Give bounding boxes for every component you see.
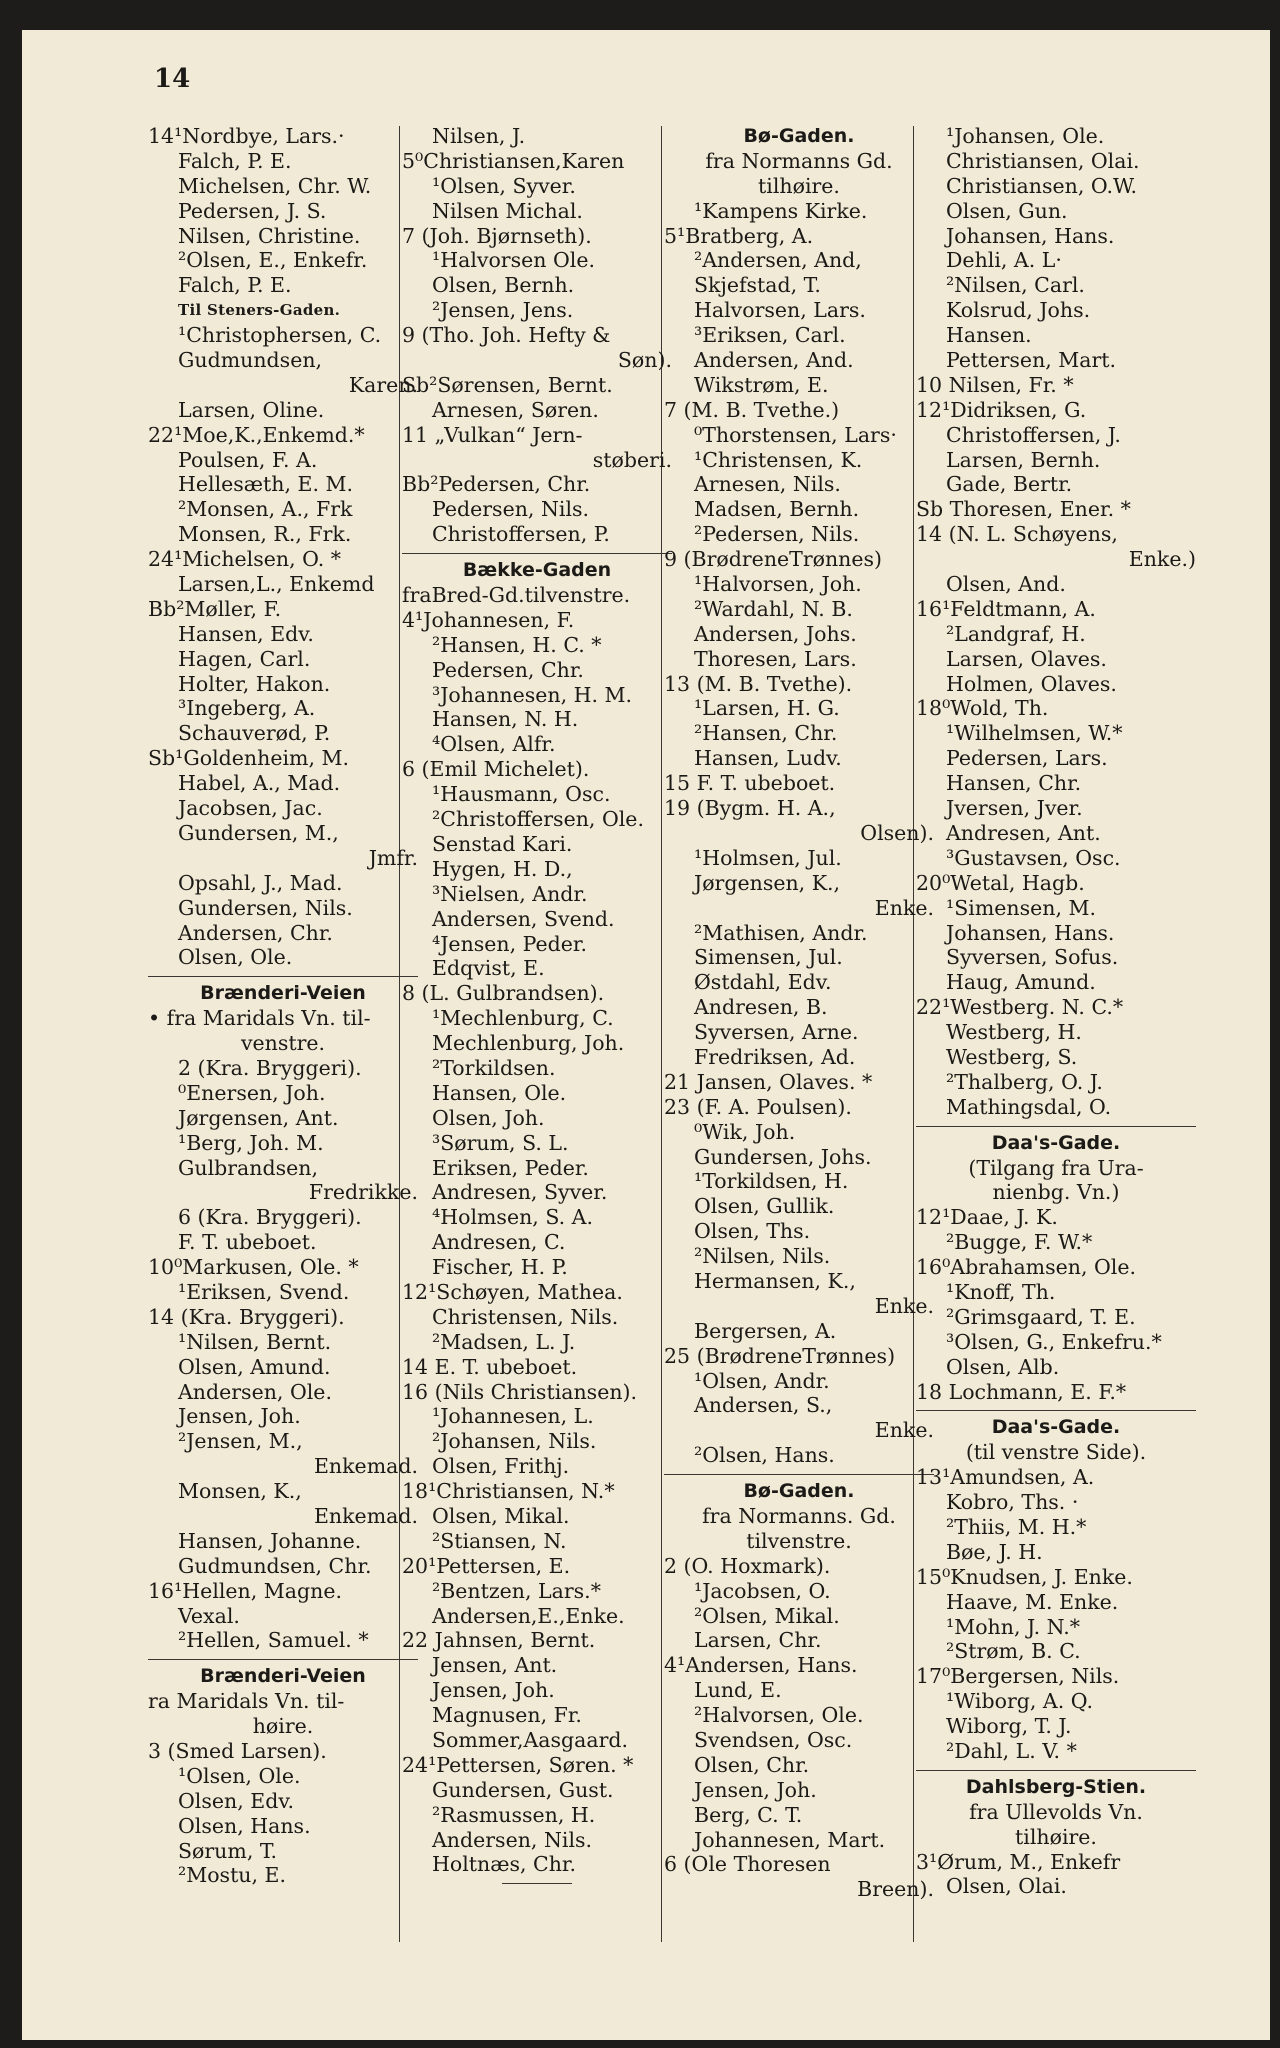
directory-entry: Breen).	[857, 1877, 934, 1902]
directory-entry: støberi.	[592, 447, 672, 472]
directory-entry: Mathingsdal, O.	[946, 1094, 1112, 1119]
directory-entry: ²Madsen, L. J.	[432, 1329, 576, 1354]
directory-entry: 17⁰Bergersen, Nils.	[916, 1664, 1120, 1689]
directory-entry: Westberg, S.	[946, 1044, 1078, 1069]
directory-page	[22, 30, 1270, 2040]
directory-entry: Pedersen, J. S.	[178, 198, 327, 223]
directory-entry: Nilsen Michal.	[432, 198, 583, 223]
directory-entry: Pettersen, Mart.	[946, 348, 1117, 373]
street-heading: Bø-Gaden.	[743, 1480, 855, 1503]
directory-entry: ³Johannesen, H. M.	[432, 682, 633, 707]
directory-entry: Lund, E.	[694, 1678, 782, 1703]
directory-entry: 3¹Ørum, M., Enkefr	[916, 1849, 1121, 1874]
directory-entry: Enke.	[874, 1418, 934, 1443]
directory-entry: ²Jensen, Jens.	[432, 298, 574, 323]
directory-entry: ¹Halvorsen Ole.	[432, 248, 595, 273]
directory-entry: 18¹Christiansen, N.*	[402, 1479, 615, 1504]
directory-entry: Larsen, Bernh.	[946, 447, 1101, 472]
directory-entry: Olsen, Joh.	[432, 1105, 545, 1130]
directory-entry: ²Hellen, Samuel. *	[178, 1628, 369, 1653]
directory-entry: Gundersen, Johs.	[694, 1144, 872, 1169]
directory-entry: Arnesen, Nils.	[694, 472, 841, 497]
directory-entry: Olsen, Gullik.	[694, 1194, 835, 1219]
directory-entry: 18 Lochmann, E. F.*	[916, 1379, 1127, 1404]
directory-entry: 19 (Bygm. H. A.,	[664, 796, 836, 821]
directory-entry: Holter, Hakon.	[178, 671, 331, 696]
directory-entry: Hansen, N. H.	[432, 707, 579, 732]
directory-entry: 24¹Michelsen, O. *	[148, 547, 341, 572]
directory-entry: Gudmundsen, Chr.	[178, 1553, 372, 1578]
directory-entry: ra Maridals Vn. til-	[148, 1689, 345, 1714]
street-heading: Bække-Gaden	[462, 559, 612, 582]
directory-entry: ²Nilsen, Carl.	[946, 273, 1085, 298]
directory-entry: Andersen, Johs.	[694, 621, 857, 646]
directory-entry: tilhøire.	[1015, 1824, 1097, 1849]
street-heading: Bø-Gaden.	[743, 125, 855, 147]
directory-entry: 12¹Didriksen, G.	[916, 397, 1087, 422]
directory-entry: 14 (N. L. Schøyens,	[916, 522, 1118, 547]
directory-entry: Andresen, C.	[432, 1230, 566, 1255]
directory-entry: ³Eriksen, Carl.	[694, 323, 846, 348]
directory-entry: Johansen, Hans.	[946, 223, 1115, 248]
column-2	[402, 124, 672, 1890]
directory-entry: Hellesæth, E. M.	[178, 472, 354, 497]
directory-entry: ²Stiansen, N.	[432, 1528, 567, 1553]
directory-entry: 9 (BrødreneTrønnes)	[664, 547, 883, 572]
directory-entry: ⁴Olsen, Alfr.	[432, 732, 556, 757]
directory-entry: Syversen, Sofus.	[946, 945, 1119, 970]
directory-entry: Svendsen, Osc.	[694, 1728, 853, 1752]
directory-entry: fraBred-Gd.tilvenstre.	[402, 583, 631, 608]
directory-entry: Thoresen, Lars.	[694, 646, 857, 671]
directory-entry: 21 Jansen, Olaves. *	[664, 1069, 873, 1094]
directory-entry: Jensen, Ant.	[432, 1653, 558, 1678]
directory-entry: ³Sørum, S. L.	[432, 1130, 569, 1155]
directory-entry: F. T. ubeboet.	[178, 1230, 317, 1255]
directory-entry: Gundersen, Gust.	[432, 1777, 614, 1802]
directory-entry: ²Mathisen, Andr.	[694, 920, 868, 945]
directory-entry: Schauverød, P.	[178, 721, 331, 746]
directory-entry: 16¹Feldtmann, A.	[916, 596, 1096, 621]
directory-entry: Sørum, T.	[178, 1838, 278, 1863]
directory-entry: Søn).	[617, 348, 672, 373]
directory-entry: ²Olsen, Hans.	[694, 1443, 835, 1468]
directory-entry: Jacobsen, Jac.	[178, 796, 323, 821]
directory-entry: ²Wardahl, N. B.	[694, 596, 853, 621]
directory-entry: Andersen, Ole.	[178, 1379, 332, 1404]
directory-entry: ¹Knoff, Th.	[946, 1279, 1056, 1304]
directory-entry: 22¹Westberg. N. C.*	[916, 995, 1124, 1020]
directory-entry: 22 Jahnsen, Bernt.	[402, 1628, 596, 1653]
directory-entry: Olsen, Olai.	[946, 1874, 1067, 1899]
directory-entry: ²Torkildsen.	[432, 1055, 556, 1080]
directory-entry: 6 (Ole Thoresen	[664, 1852, 831, 1877]
directory-entry: 20⁰Wetal, Hagb.	[916, 870, 1085, 895]
directory-entry: Andersen,E.,Enke.	[432, 1603, 625, 1628]
directory-entry: ²Johansen, Nils.	[432, 1429, 597, 1454]
directory-entry: Jensen, Joh.	[694, 1777, 817, 1802]
directory-entry: ¹Olsen, Syver.	[432, 173, 576, 198]
directory-entry: Hansen, Edv.	[178, 621, 314, 646]
directory-entry: ¹Christophersen, C.	[178, 323, 382, 348]
directory-entry: 6 (Kra. Bryggeri).	[178, 1205, 362, 1230]
directory-entry: Enke.)	[1128, 547, 1196, 572]
directory-entry: 22¹Moe,K.,Enkemd.*	[148, 422, 365, 447]
directory-entry: ²Bugge, F. W.*	[946, 1230, 1093, 1255]
street-heading: Brænderi-Veien	[200, 1665, 366, 1688]
directory-entry: Gade, Bertr.	[946, 472, 1073, 497]
directory-entry: ¹Hausmann, Osc.	[432, 782, 611, 807]
directory-entry: Syversen, Arne.	[694, 1020, 859, 1045]
directory-entry: Jørgensen, K.,	[694, 870, 841, 895]
street-heading: Daa's-Gade.	[991, 1131, 1121, 1154]
directory-entry: Hansen, Ludv.	[694, 746, 842, 771]
directory-entry: ²Andersen, And,	[694, 248, 862, 273]
directory-entry: 12¹Daae, J. K.	[916, 1205, 1058, 1230]
directory-entry: Andersen, S.,	[694, 1393, 833, 1418]
directory-entry: ¹Jacobsen, O.	[694, 1578, 831, 1603]
directory-entry: Simensen, Jul.	[694, 945, 843, 970]
directory-entry: ¹Eriksen, Svend.	[178, 1279, 350, 1304]
directory-entry: Gundersen, Nils.	[178, 895, 353, 920]
directory-entry: 5⁰Christiansen,Karen	[402, 148, 625, 173]
directory-entry: Nilsen, Christine.	[178, 223, 361, 248]
directory-entry: Jensen, Joh.	[178, 1404, 301, 1429]
directory-entry: 16⁰Abrahamsen, Ole.	[916, 1255, 1137, 1280]
directory-entry: Jørgensen, Ant.	[178, 1105, 339, 1130]
directory-entry: Opsahl, J., Mad.	[178, 870, 343, 895]
directory-entry: Larsen, Oline.	[178, 397, 325, 422]
directory-entry: Andersen, Chr.	[178, 920, 333, 945]
directory-entry: tilvenstre.	[746, 1528, 852, 1553]
directory-entry: Larsen, Chr.	[694, 1628, 822, 1653]
directory-entry: Gulbrandsen,	[178, 1155, 318, 1180]
directory-entry: ²Pedersen, Nils.	[694, 522, 860, 547]
directory-entry: ²Thalberg, O. J.	[946, 1069, 1103, 1094]
directory-entry: 7 (M. B. Tvethe.)	[664, 397, 840, 422]
directory-entry: Karen.	[348, 372, 418, 397]
directory-entry: 7 (Joh. Bjørnseth).	[402, 223, 592, 248]
directory-entry: Holmen, Olaves.	[946, 671, 1117, 696]
directory-entry: Enkemad.	[313, 1454, 418, 1479]
directory-entry: Jversen, Jver.	[946, 796, 1083, 821]
directory-entry: Hansen.	[946, 323, 1032, 348]
directory-entry: Olsen, Mikal.	[432, 1503, 570, 1528]
directory-entry: ²Thiis, M. H.*	[946, 1514, 1087, 1539]
directory-entry: ¹Olsen, Andr.	[694, 1368, 830, 1393]
directory-entry: Hansen, Ole.	[432, 1080, 567, 1105]
directory-entry: Skjefstad, T.	[694, 273, 821, 298]
directory-entry: 25 (BrødreneTrønnes)	[664, 1343, 896, 1368]
directory-entry: 10 Nilsen, Fr. *	[916, 372, 1074, 397]
directory-entry: fra Ullevolds Vn.	[969, 1799, 1143, 1824]
directory-entry: Pedersen, Chr.	[432, 657, 584, 682]
directory-entry: ⁰Wik, Joh.	[694, 1119, 796, 1144]
directory-entry: Arnesen, Søren.	[432, 397, 599, 422]
directory-entry: 16 (Nils Christiansen).	[402, 1379, 638, 1404]
directory-entry: Dehli, A. L·	[946, 248, 1062, 273]
directory-entry: Hansen, Johanne.	[178, 1528, 362, 1553]
directory-entry: Michelsen, Chr. W.	[178, 173, 372, 198]
directory-entry: ²Olsen, Mikal.	[694, 1603, 840, 1628]
directory-entry: Christiansen, Olai.	[946, 148, 1140, 173]
directory-entry: Enke.	[874, 895, 934, 920]
directory-entry: fra Normanns. Gd.	[702, 1503, 896, 1528]
directory-entry: 14 (Kra. Bryggeri).	[148, 1304, 345, 1329]
street-heading: Brænderi-Veien	[200, 982, 366, 1005]
directory-entry: ³Olsen, G., Enkefru.*	[946, 1329, 1162, 1354]
directory-entry: Østdahl, Edv.	[694, 970, 832, 995]
directory-entry: ²Grimsgaard, T. E.	[946, 1304, 1136, 1329]
directory-entry: Christoffersen, J.	[946, 422, 1121, 447]
directory-entry: Poulsen, F. A.	[178, 447, 318, 472]
directory-entry: 11 „Vulkan“ Jern-	[402, 422, 583, 447]
directory-entry: ²Strøm, B. C.	[946, 1639, 1081, 1664]
directory-entry: Jensen, Joh.	[432, 1678, 555, 1703]
directory-entry: ⁴Holmsen, S. A.	[432, 1205, 593, 1230]
directory-entry: Bb²Møller, F.	[148, 596, 282, 621]
directory-entry: 15⁰Knudsen, J. Enke.	[916, 1564, 1133, 1589]
directory-entry: (Tilgang fra Ura-	[968, 1155, 1144, 1180]
directory-entry: ²Nilsen, Nils.	[694, 1244, 831, 1269]
directory-entry: Gundersen, M.,	[178, 820, 339, 845]
directory-entry: ¹Simensen, M.	[946, 895, 1096, 920]
directory-entry: (til venstre Side).	[965, 1440, 1147, 1465]
directory-entry: ²Landgraf, H.	[946, 621, 1086, 646]
directory-entry: Olsen, Alb.	[946, 1354, 1060, 1379]
end-rule	[502, 1883, 572, 1884]
directory-entry: Nilsen, J.	[432, 124, 526, 148]
directory-entry: Olsen, Amund.	[178, 1354, 331, 1379]
section-rule	[664, 1474, 934, 1475]
directory-entry: Vexal.	[178, 1603, 240, 1628]
directory-entry: 6 (Emil Michelet).	[402, 757, 590, 782]
directory-entry: 9 (Tho. Joh. Hefty &	[402, 323, 611, 348]
directory-entry: 4¹Andersen, Hans.	[664, 1653, 858, 1678]
directory-entry: 24¹Pettersen, Søren. *	[402, 1752, 634, 1777]
directory-entry: 15 F. T. ubeboet.	[664, 771, 836, 796]
directory-entry: Westberg, H.	[946, 1020, 1082, 1045]
directory-entry: 18⁰Wold, Th.	[916, 696, 1049, 721]
directory-entry: 14 E. T. ubeboet.	[402, 1354, 578, 1379]
directory-entry: Andersen, Nils.	[432, 1827, 593, 1852]
directory-entry: Haug, Amund.	[946, 970, 1096, 995]
directory-entry: Bergersen, A.	[694, 1318, 837, 1343]
directory-entry: Sb¹Goldenheim, M.	[148, 746, 349, 771]
directory-entry: Sommer,Aasgaard.	[432, 1728, 629, 1752]
directory-entry: • fra Maridals Vn. til-	[148, 1006, 371, 1031]
section-rule	[916, 1410, 1196, 1411]
directory-entry: 13 (M. B. Tvethe).	[664, 671, 853, 696]
directory-entry: ¹Kampens Kirke.	[694, 198, 868, 223]
directory-entry: ¹Wilhelmsen, W.*	[946, 721, 1123, 746]
directory-entry: ²Jensen, M.,	[178, 1429, 303, 1454]
directory-entry: Falch, P. E.	[178, 148, 292, 173]
directory-entry: Monsen, K.,	[178, 1479, 302, 1504]
directory-entry: Jmfr.	[368, 845, 418, 870]
directory-entry: ²Rasmussen, H.	[432, 1802, 596, 1827]
directory-entry: Andresen, Ant.	[946, 820, 1101, 845]
directory-entry: 13¹Amundsen, A.	[916, 1465, 1095, 1490]
column-4	[916, 124, 1196, 1899]
directory-entry: Olsen, Ths.	[694, 1219, 811, 1244]
directory-entry: 2 (Kra. Bryggeri).	[178, 1055, 362, 1080]
directory-entry: Olsen, Bernh.	[432, 273, 575, 298]
directory-entry: ¹Berg, Joh. M.	[178, 1130, 324, 1155]
directory-entry: ¹Torkildsen, H.	[694, 1169, 849, 1194]
directory-entry: Monsen, R., Frk.	[178, 522, 352, 547]
directory-entry: Wiborg, T. J.	[946, 1714, 1072, 1739]
directory-entry: ⁰Enersen, Joh.	[178, 1080, 326, 1105]
directory-entry: ¹Olsen, Ole.	[178, 1763, 301, 1788]
directory-entry: Madsen, Bernh.	[694, 497, 860, 522]
directory-entry: Christoffersen, P.	[432, 522, 610, 547]
directory-entry: Andresen, B.	[694, 995, 828, 1020]
directory-entry: Andersen, And.	[694, 348, 854, 373]
directory-entry: Fischer, H. P.	[432, 1255, 568, 1280]
directory-entry: Olsen, Gun.	[946, 198, 1068, 223]
directory-entry: Kobro, Ths. ·	[946, 1490, 1079, 1515]
directory-entry: fra Normanns Gd.	[705, 148, 893, 173]
directory-entry: ¹Mohn, J. N.*	[946, 1614, 1081, 1639]
directory-entry: Hygen, H. D.,	[432, 856, 573, 881]
directory-entry: høire.	[252, 1714, 314, 1739]
section-rule	[916, 1770, 1196, 1771]
directory-entry: Larsen,L., Enkemd	[178, 572, 375, 597]
directory-entry: Sb Thoresen, Ener. *	[916, 497, 1131, 522]
directory-entry: Enkemad.	[313, 1503, 418, 1528]
directory-entry: 5¹Bratberg, A.	[664, 223, 814, 248]
directory-entry: 23 (F. A. Poulsen).	[664, 1094, 852, 1119]
directory-entry: Johansen, Hans.	[946, 920, 1115, 945]
directory-entry: ²Christoffersen, Ole.	[432, 807, 644, 832]
directory-entry: Larsen, Olaves.	[946, 646, 1107, 671]
directory-entry: Olsen).	[860, 820, 934, 845]
directory-entry: ³Ingeberg, A.	[178, 696, 316, 721]
page-number: 14	[154, 64, 191, 94]
directory-entry: Hermansen, K.,	[694, 1268, 856, 1293]
directory-entry: Magnusen, Fr.	[432, 1703, 582, 1728]
directory-entry: ¹Larsen, H. G.	[694, 696, 840, 721]
directory-entry: Olsen, Edv.	[178, 1788, 295, 1813]
section-rule	[402, 553, 672, 554]
directory-entry: Berg, C. T.	[694, 1802, 803, 1827]
directory-entry: Christensen, Nils.	[432, 1304, 619, 1329]
directory-entry: 3 (Smed Larsen).	[148, 1739, 327, 1763]
directory-entry: Mechlenburg, Joh.	[432, 1031, 625, 1056]
directory-entry: Olsen, Ole.	[178, 945, 293, 970]
directory-entry: 16¹Hellen, Magne.	[148, 1578, 342, 1603]
section-rule	[916, 1126, 1196, 1127]
directory-entry: ¹Halvorsen, Joh.	[694, 572, 862, 597]
directory-entry: ¹Holmsen, Jul.	[694, 845, 842, 870]
directory-entry: Holtnæs, Chr.	[432, 1852, 576, 1877]
directory-entry: Christiansen, O.W.	[946, 173, 1137, 198]
directory-entry: 2 (O. Hoxmark).	[664, 1553, 831, 1578]
directory-entry: Halvorsen, Lars.	[694, 298, 866, 323]
section-rule	[148, 976, 418, 977]
directory-entry: ²Hansen, Chr.	[694, 721, 838, 746]
directory-entry: ¹Christensen, K.	[694, 447, 863, 472]
directory-entry: ²Bentzen, Lars.*	[432, 1578, 601, 1603]
directory-entry: Falch, P. E.	[178, 273, 292, 298]
directory-entry: Eriksen, Peder.	[432, 1155, 589, 1180]
directory-entry: ³Gustavsen, Osc.	[946, 845, 1121, 870]
directory-entry: Andresen, Syver.	[432, 1180, 608, 1205]
directory-entry: Pedersen, Lars.	[946, 746, 1108, 771]
directory-entry: Johannesen, Mart.	[694, 1827, 886, 1852]
directory-entry: Sb²Sørensen, Bernt.	[402, 372, 613, 397]
directory-entry: 4¹Johannesen, F.	[402, 607, 575, 632]
directory-entry: ²Halvorsen, Ole.	[694, 1703, 864, 1728]
column-1	[148, 124, 418, 1888]
directory-entry: ⁴Jensen, Peder.	[432, 931, 587, 956]
directory-entry: ¹Wiborg, A. Q.	[946, 1689, 1094, 1714]
directory-entry: 10⁰Markusen, Ole. *	[148, 1255, 359, 1280]
street-heading: Daa's-Gade.	[991, 1416, 1121, 1439]
directory-entry: ¹Johansen, Ole.	[946, 124, 1105, 148]
directory-entry: Fredriksen, Ad.	[694, 1044, 856, 1069]
directory-entry: ¹Nilsen, Bernt.	[178, 1329, 332, 1354]
directory-entry: ²Dahl, L. V. *	[946, 1739, 1077, 1763]
directory-entry: Hansen, Chr.	[946, 771, 1082, 796]
directory-entry: ³Nielsen, Andr.	[432, 881, 588, 906]
directory-entry: ⁰Thorstensen, Lars·	[694, 422, 897, 447]
directory-entry: tilhøire.	[758, 173, 840, 198]
directory-entry: Senstad Kari.	[432, 831, 573, 856]
directory-entry: ¹Mechlenburg, C.	[432, 1006, 614, 1031]
directory-entry: Gudmundsen,	[178, 348, 323, 373]
directory-entry: 14¹Nordbye, Lars.·	[148, 124, 345, 148]
directory-entry: Wikstrøm, E.	[694, 372, 829, 397]
directory-entry: Habel, A., Mad.	[178, 771, 341, 796]
directory-entry: Enke.	[874, 1293, 934, 1318]
directory-entry: 8 (L. Gulbrandsen).	[402, 981, 605, 1006]
directory-entry: Kolsrud, Johs.	[946, 298, 1091, 323]
directory-entry: Edqvist, E.	[432, 956, 545, 981]
directory-entry: Til Steners-Gaden.	[178, 301, 341, 320]
directory-entry: Hagen, Carl.	[178, 646, 311, 671]
directory-entry: 20¹Pettersen, E.	[402, 1553, 571, 1578]
section-rule	[148, 1659, 418, 1660]
directory-entry: Haave, M. Enke.	[946, 1589, 1119, 1614]
directory-entry: Olsen, Hans.	[178, 1813, 311, 1838]
directory-entry: 12¹Schøyen, Mathea.	[402, 1279, 623, 1304]
directory-entry: Olsen, And.	[946, 572, 1066, 597]
directory-entry: Olsen, Chr.	[694, 1752, 810, 1777]
column-3	[664, 124, 934, 1902]
directory-entry: Olsen, Frithj.	[432, 1454, 570, 1479]
directory-entry: Bøe, J. H.	[946, 1539, 1043, 1564]
street-heading: Dahlsberg-Stien.	[965, 1775, 1147, 1798]
directory-entry: Fredrikke.	[308, 1180, 418, 1205]
directory-entry: ²Mostu, E.	[178, 1863, 287, 1888]
directory-entry: ²Monsen, A., Frk	[178, 497, 353, 522]
directory-entry: nienbg. Vn.)	[992, 1180, 1120, 1205]
directory-entry: Bb²Pedersen, Chr.	[402, 472, 591, 497]
directory-entry: ²Hansen, H. C. *	[432, 632, 602, 657]
directory-entry: ¹Johannesen, L.	[432, 1404, 594, 1429]
directory-entry: venstre.	[240, 1031, 326, 1056]
directory-entry: ²Olsen, E., Enkefr.	[178, 248, 368, 273]
directory-entry: Pedersen, Nils.	[432, 497, 590, 522]
directory-entry: Andersen, Svend.	[432, 906, 615, 931]
